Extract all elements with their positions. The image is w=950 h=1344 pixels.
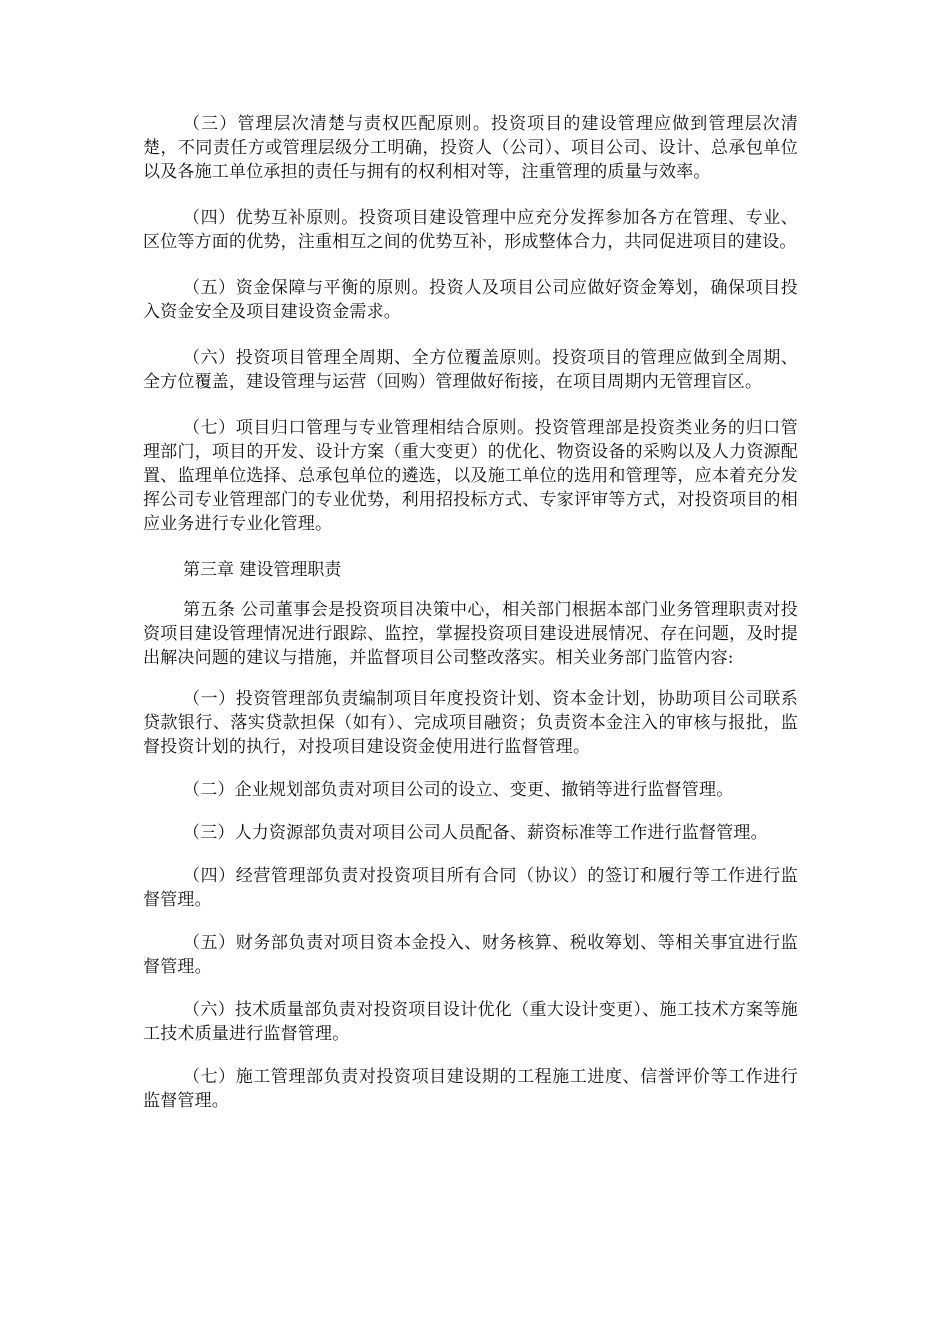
duty-5-paragraph: （五）财务部负责对项目资本金投入、财务核算、税收筹划、等相关事宜进行监督管理。	[143, 933, 798, 977]
principle-7-paragraph: （七）项目归口管理与专业管理相结合原则。投资管理部是投资类业务的归口管理部门，项目的开发、设计方案（重大变更）的优化、物资设备的采购以及人力资源配置、监理单位选择、总承包单位的遴选，以及施工单位的选用和管理等，应本着充分发挥公司专业管理部门的专业优势，利用招投标方式、专家评审等方式，对投资项目的相应业务进行专业化管理。	[143, 418, 798, 534]
principle-4-paragraph: （四）优势互补原则。投资项目建设管理中应充分发挥参加各方在管理、专业、区位等方面的优势，注重相互之间的优势互补，形成整体合力，共同促进项目的建设。	[143, 208, 798, 252]
duty-1-paragraph: （一）投资管理部负责编制项目年度投资计划、资本金计划，协助项目公司联系贷款银行、落实贷款担保（如有）、完成项目融资；负责资本金注入的审核与报批，监督投资计划的执行，对投项目建设资金使用进行监督管理。	[143, 689, 798, 757]
principle-6-paragraph: （六）投资项目管理全周期、全方位覆盖原则。投资项目的管理应做到全周期、全方位覆盖，建设管理与运营（回购）管理做好衔接，在项目周期内无管理盲区。	[143, 348, 798, 392]
duty-7-paragraph: （七）施工管理部负责对投资项目建设期的工程施工进度、信誉评价等工作进行监督管理。	[143, 1067, 798, 1111]
chapter-title: 第三章 建设管理职责	[183, 560, 342, 580]
article-5-paragraph: 第五条 公司董事会是投资项目决策中心，相关部门根据本部门业务管理职责对投资项目建设管理情况进行跟踪、监控，掌握投资项目建设进展情况、存在问题，及时提出解决问题的建议与措施，并监督项目公司整改落实。相关业务部门监管内容:	[143, 600, 798, 668]
duty-2-paragraph: （二）企业规划部负责对项目公司的设立、变更、撤销等进行监督管理。	[183, 780, 734, 800]
duty-6-paragraph: （六）技术质量部负责对投资项目设计优化（重大设计变更）、施工技术方案等施工技术质量进行监督管理。	[143, 1000, 798, 1044]
principle-3-paragraph: （三）管理层次清楚与责权匹配原则。投资项目的建设管理应做到管理层次清楚，不同责任方或管理层级分工明确，投资人（公司）、项目公司、设计、总承包单位以及各施工单位承担的责任与拥有的权利相对等，注重管理的质量与效率。	[143, 114, 798, 182]
duty-3-paragraph: （三）人力资源部负责对项目公司人员配备、薪资标准等工作进行监督管理。	[183, 823, 768, 843]
principle-5-paragraph: （五）资金保障与平衡的原则。投资人及项目公司应做好资金筹划，确保项目投入资金安全及项目建设资金需求。	[143, 278, 798, 322]
duty-4-paragraph: （四）经营管理部负责对投资项目所有合同（协议）的签订和履行等工作进行监督管理。	[143, 866, 798, 910]
